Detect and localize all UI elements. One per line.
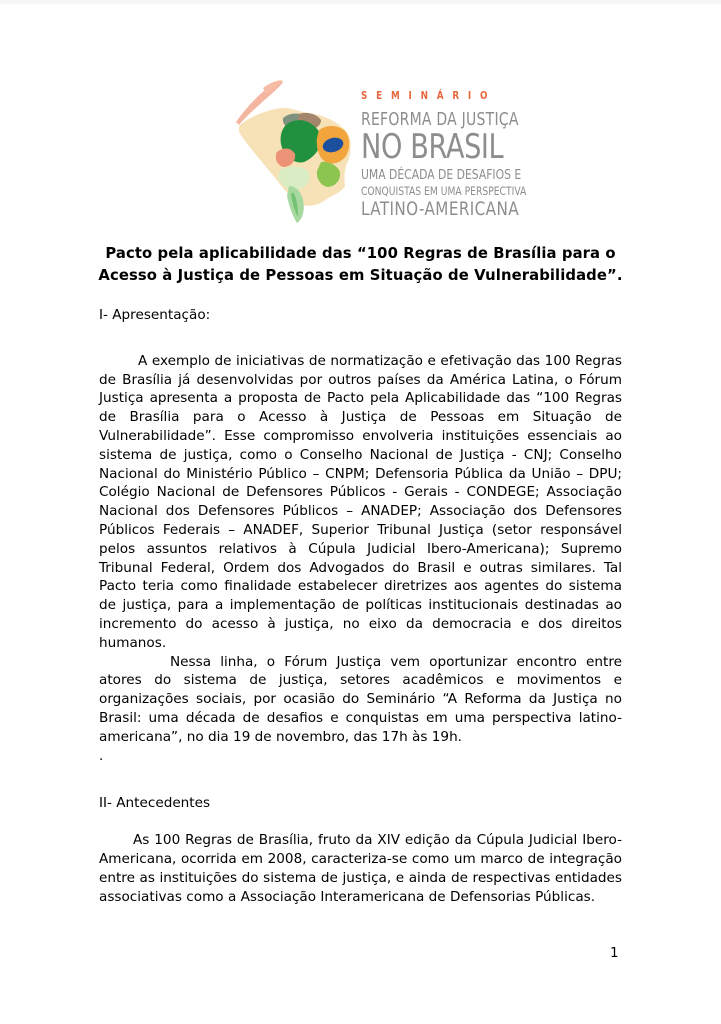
logo-subtitle-line2: CONQUISTAS EM UMA PERSPECTIVA xyxy=(361,184,527,199)
logo-subtitle-line1: UMA DÉCADA DE DESAFIOS E xyxy=(361,166,522,183)
paragraph-apresentacao-2: Nessa linha, o Fórum Justiça vem oportunizar encontro entre atores do sistema de justiça, setores acadêmicos e movimentos e organizações sociais, por ocasião do Seminário “A Reforma da Justiça no Brasil: uma década de desafios e conquistas em uma perspectiva latino-americana”, no dia 19 de novembro, das 17h às 19h. xyxy=(99,653,622,745)
logo-subtitle-line3: LATINO-AMERICANA xyxy=(361,198,520,221)
paragraph-stray-dot: . xyxy=(99,747,104,764)
paragraph-antecedentes-1: As 100 Regras de Brasília, fruto da XIV edição da Cúpula Judicial Ibero-Americana, ocorrida em 2008, caracteriza-se como um marco de integração entre as instituições do sistema de justiça, e ainda de respectivas entidades associativas como a Associação Interamericana de Defensorias Públicas. xyxy=(99,832,622,905)
logo-text-block xyxy=(361,74,526,220)
latin-america-map-icon xyxy=(233,74,361,226)
page-top-edge xyxy=(0,0,721,4)
section-heading-antecedentes: II- Antecedentes xyxy=(99,795,211,812)
paragraph-apresentacao-1: A exemplo de iniciativas de normatização e efetivação das 100 Regras de Brasília já desenvolvidas por outros países da América Latina, o Fórum Justiça apresenta a proposta de Pacto pela Aplicabilidade das “100 Regras de Brasília para o Acesso à Justiça de Pessoas em Situação de Vulnerabilidade”. Esse compromisso envolveria instituições essenciais ao sistema de justiça, como o Conselho Nacional de Justiça - CNJ; Conselho Nacional do Ministério Público – CNPM; Defensoria Pública da União – DPU; Colégio Nacional de Defensores Públicos - Gerais - CONDEGE; Associação Nacional dos Defensores Públicos – ANADEP; Associação dos Defensores Públicos Federais – ANADEF, Superior Tribunal Justiça (setor responsável pelos assuntos relativos à Cúpula Judicial Ibero-Americana); Supremo Tribunal Federal, Ordem dos Advogados do Brasil e outras similares. Tal Pacto teria como finalidade estabelecer diretrizes aos agentes do sistema de justiça, para a implementação de políticas institucionais destinadas ao incremento do acesso à justiça, no eixo da democracia e dos direitos humanos. xyxy=(99,352,622,651)
logo-title-line1: REFORMA DA JUSTIÇA xyxy=(361,109,519,130)
document-body xyxy=(99,306,622,906)
document-title: Pacto pela aplicabilidade das “100 Regras de Brasília para o Acesso à Justiça de Pessoas em Situação de Vulnerabilidade”. xyxy=(98,245,623,284)
logo-title-line2: NO BRASIL xyxy=(361,126,504,167)
logo-seminario-label: SEMINÁRIO xyxy=(361,89,497,102)
page-number: 1 xyxy=(610,945,619,961)
section-heading-apresentacao: I- Apresentação: xyxy=(99,307,211,323)
seminar-logo xyxy=(233,74,568,226)
